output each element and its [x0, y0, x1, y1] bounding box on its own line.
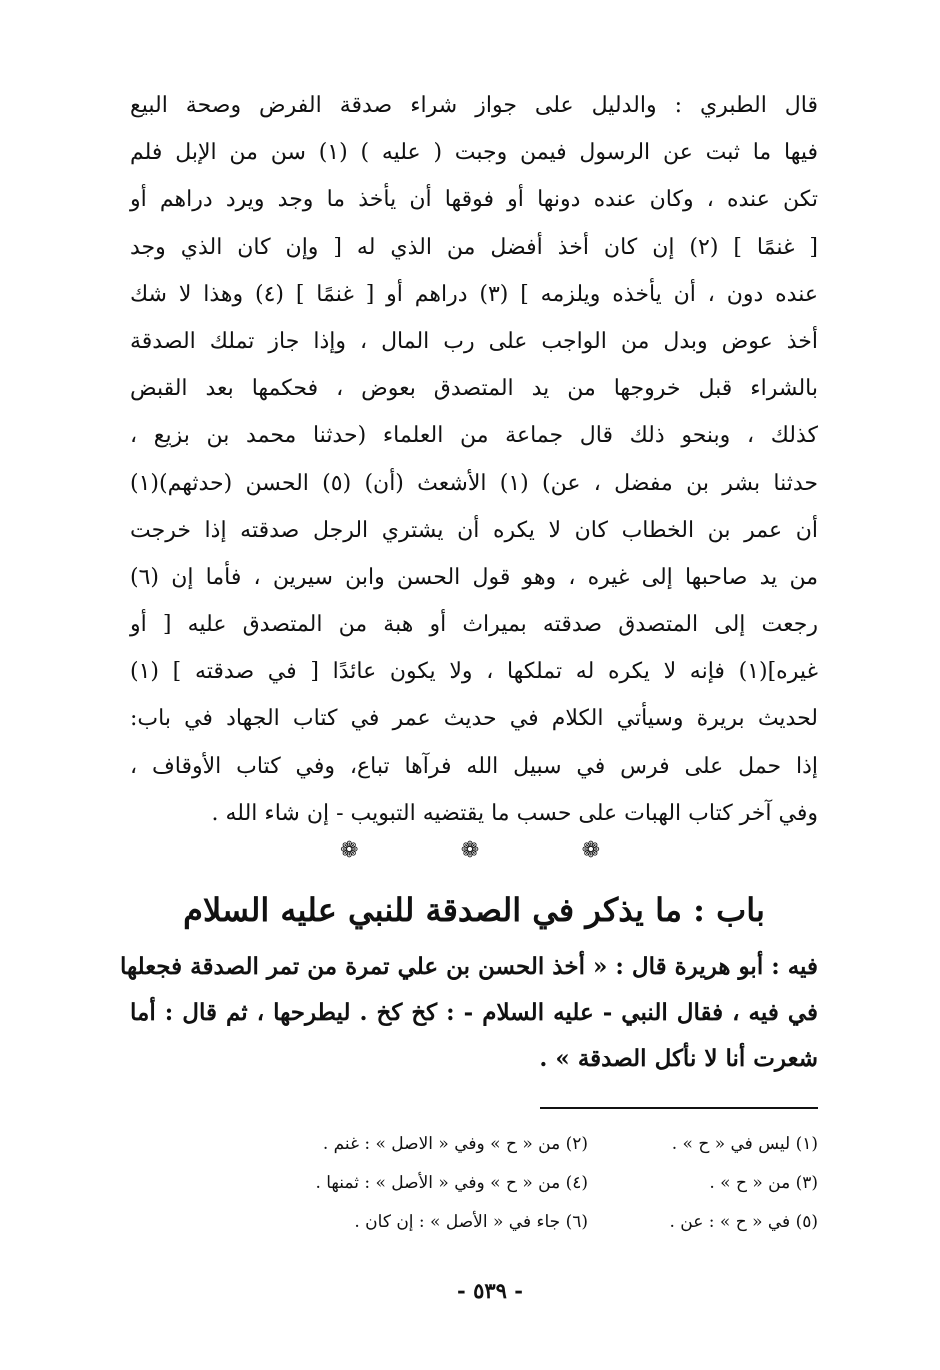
text-line: رجعت إلى المتصدق صدقته بميراث أو هبة من المتصدق عليه [ أو [130, 612, 818, 638]
text-line: إذا حمل على فرس في سبيل الله فرآها تباع، وفي كتاب الأوقاف ، [130, 753, 818, 779]
footnote: (٢) من « ح » وفي « الاصل » : غنم . [322, 1134, 588, 1154]
footnote: (٤) من « ح » وفي « الأصل » : ثمنها . [315, 1173, 588, 1193]
footnote-row [200, 1164, 818, 1203]
text-line: فيها ما ثبت عن الرسول فيمن وجبت ( عليه ) (١) سن من الإبل فلم [130, 140, 818, 166]
text-line: أخذ عوض وبدل من الواجب على رب المال ، وإذا جاز تملك الصدقة [130, 328, 818, 354]
footnote: (٦) جاء في « الأصل » : إن كان . [354, 1212, 588, 1232]
footnote: (١) ليس في « ح » . [671, 1134, 818, 1154]
asterism-icon: ❁ [460, 838, 480, 863]
text-line: بالشراء قبل خروجها من يد المتصدق بعوض ، فحكمها بعد القبض [130, 376, 818, 402]
asterism-icon: ❁ [581, 838, 600, 863]
text-line: تكن عنده ، وكان عنده دونها أو فوقها أن يأخذ ما وجد ويرد دراهم أو [130, 187, 818, 213]
text-line: لحديث بريرة وسيأتي الكلام في حديث عمر في كتاب الجهاد في باب: [130, 706, 818, 732]
hadith-line: في فيه ، فقال النبي - عليه السلام - : كخ كخ . ليطرحها ، ثم قال : أما [130, 999, 818, 1026]
main-text [130, 82, 818, 837]
footnote: (٥) في « ح » : عن . [669, 1212, 818, 1232]
text-line: عنده دون ، أن يأخذه ويلزمه ] (٣) دراهم أو [ غنمًا ] (٤) وهذا لا شك [130, 281, 818, 307]
footnotes [200, 1125, 818, 1242]
chapter-title: باب : ما يذكر في الصدقة للنبي عليه السلام [183, 891, 765, 929]
page-number: - ٥٣٩ - [457, 1278, 523, 1303]
text-line: قال الطبري : والدليل على جواز شراء صدقة الفرض وصحة البيع [130, 93, 818, 118]
asterism-icon: ❁ [340, 838, 359, 863]
text-line: كذلك ، وبنحو ذلك قال جماعة من العلماء (حدثنا محمد بن بزيع ، [130, 423, 818, 449]
text-line: غيره](١) فإنه لا يكره له تملكها ، ولا يكون عائدًا [ في صدقته ] (١) [130, 659, 818, 685]
section-separator [340, 838, 600, 863]
footnote-divider [540, 1107, 818, 1109]
hadith-line: فيه : أبو هريرة قال : « أخذ الحسن بن علي تمرة من تمر الصدقة فجعلها [119, 953, 818, 980]
hadith-text [119, 944, 818, 1082]
text-line: حدثنا بشر بن مفضل ، عن) (١) الأشعث (أن) (٥) الحسن (حدثهم)(١) [130, 470, 819, 496]
text-line: وفي آخر كتاب الهبات على حسب ما يقتضيه التبويب - إن شاء الله . [211, 800, 818, 826]
text-line: أن عمر بن الخطاب كان لا يكره أن يشتري الرجل صدقته إذا خرجت [130, 517, 818, 543]
footnote: (٣) من « ح » . [709, 1173, 818, 1193]
footnote-row [200, 1125, 818, 1164]
text-line: [ غنمًا ] (٢) إن كان أخذ أفضل من الذي له [ وإن كان الذي وجد [130, 234, 818, 260]
footnote-row [200, 1203, 818, 1242]
hadith-line: شعرت أنا لا نأكل الصدقة » . [539, 1045, 818, 1072]
text-line: من يد صاحبها إلى غيره ، وهو قول الحسن وابن سيرين ، فأما إن (٦) [130, 564, 818, 590]
